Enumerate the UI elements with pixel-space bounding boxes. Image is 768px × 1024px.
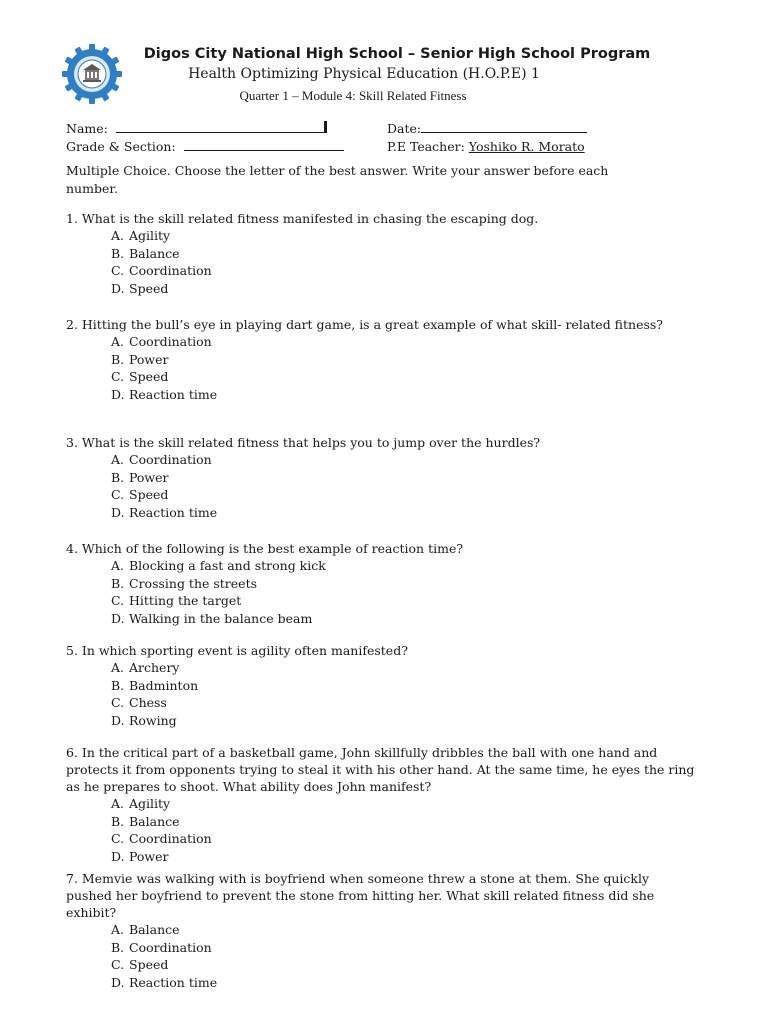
date-label: Date: xyxy=(387,121,422,136)
option-a: A. Archery xyxy=(111,660,180,675)
date-blank[interactable] xyxy=(421,121,587,133)
option-list xyxy=(66,557,696,627)
date-field[interactable] xyxy=(387,121,587,136)
question-4 xyxy=(66,540,696,627)
question-3 xyxy=(66,434,696,521)
option-c: C. Speed xyxy=(111,369,169,384)
option-c: C. Hitting the target xyxy=(111,593,242,608)
question-1 xyxy=(66,210,696,297)
question-text: 5. In which sporting event is agility often manifested? xyxy=(66,643,408,658)
option-list xyxy=(66,451,696,521)
option-d: D. Reaction time xyxy=(111,504,218,520)
option-b: B. Balance xyxy=(111,813,180,829)
option-d: D. Speed xyxy=(111,280,169,296)
option-d: D. Reaction time xyxy=(111,974,218,990)
option-a: A. Agility xyxy=(111,228,171,243)
option-c: C. Coordination xyxy=(111,831,212,846)
option-b: B. Badminton xyxy=(111,677,199,693)
name-field[interactable] xyxy=(66,121,327,136)
option-d: D. Walking in the balance beam xyxy=(111,610,313,626)
option-a: A. Balance xyxy=(111,922,180,937)
option-a: A. Blocking a fast and strong kick xyxy=(111,558,326,573)
instructions: Multiple Choice. Choose the letter of the best answer. Write your answer before each number. xyxy=(66,163,609,196)
option-b: B. Power xyxy=(111,469,169,485)
question-text: 7. Memvie was walking with is boyfriend when someone threw a stone at them. She quickly pushed her boyfriend to prevent the stone from hitting her. What skill related fitness did she exhibit? xyxy=(66,871,655,920)
teacher-field xyxy=(387,139,585,154)
grade-section-label: Grade & Section: xyxy=(66,139,176,154)
question-text: 1. What is the skill related fitness manifested in chasing the escaping dog. xyxy=(66,211,539,226)
option-d: D. Reaction time xyxy=(111,386,218,402)
question-text: 4. Which of the following is the best example of reaction time? xyxy=(66,541,464,556)
option-b: B. Power xyxy=(111,351,169,367)
option-c: C. Chess xyxy=(111,695,167,710)
option-list xyxy=(66,795,696,865)
question-text: 3. What is the skill related fitness that helps you to jump over the hurdles? xyxy=(66,435,541,450)
option-list xyxy=(66,333,696,403)
teacher-label: P.E Teacher: xyxy=(387,139,465,154)
option-list xyxy=(66,659,696,729)
question-6 xyxy=(66,744,696,865)
option-d: D. Rowing xyxy=(111,712,177,728)
option-a: A. Coordination xyxy=(111,334,212,349)
option-b: B. Balance xyxy=(111,245,180,261)
question-text: 2. Hitting the bull’s eye in playing dart game, is a great example of what skill- related fitness? xyxy=(66,317,664,332)
module-title: Quarter 1 – Module 4: Skill Related Fitness xyxy=(239,88,467,103)
question-7 xyxy=(66,870,696,991)
option-a: A. Agility xyxy=(111,796,171,811)
grade-section-blank[interactable] xyxy=(184,139,344,151)
question-5 xyxy=(66,642,696,729)
option-b: B. Crossing the streets xyxy=(111,575,258,591)
school-name: Digos City National High School – Senior High School Program xyxy=(143,46,651,62)
option-c: C. Speed xyxy=(111,487,169,502)
option-a: A. Coordination xyxy=(111,452,212,467)
grade-section-field[interactable] xyxy=(66,139,344,154)
option-list xyxy=(66,921,696,991)
option-b: B. Coordination xyxy=(111,939,212,955)
option-c: C. Speed xyxy=(111,957,169,972)
name-blank[interactable] xyxy=(116,121,327,133)
option-list xyxy=(66,227,696,297)
question-text: 6. In the critical part of a basketball game, John skillfully dribbles the ball with one hand and protects it from opponents trying to steal it with his other hand. At the same time, he eyes the ring as he prepares to shoot. What ability does John manifest? xyxy=(66,745,695,794)
question-2 xyxy=(66,316,696,403)
option-d: D. Power xyxy=(111,848,169,864)
teacher-name: Yoshiko R. Morato xyxy=(468,139,585,154)
subject-title: Health Optimizing Physical Education (H.O.P.E) 1 xyxy=(188,66,540,82)
option-c: C. Coordination xyxy=(111,263,212,278)
name-label: Name: xyxy=(66,121,108,136)
